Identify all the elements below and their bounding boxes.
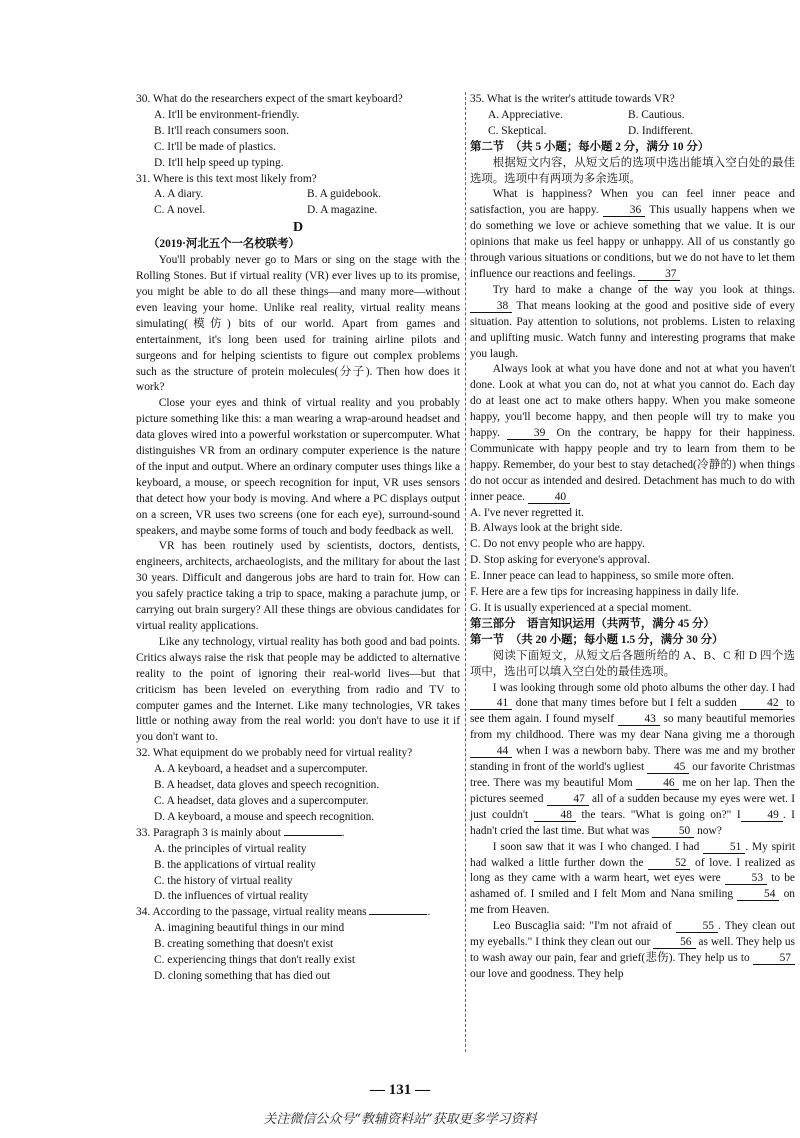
question-stem: 34. According to the passage, virtual reality means . [136,906,431,919]
blank-50: 50 [652,825,694,838]
blank-51: 51 [703,841,745,854]
option: D. It'll help speed up typing. [154,156,284,169]
section2-options [470,506,795,617]
option: A. A keyboard, a headset and a supercomputer. [154,763,368,776]
blank-55: 55 [676,920,718,933]
blank-40: 40 [528,491,570,504]
option: C. A novel. [154,204,206,217]
cloze-paragraph: I was looking through some old photo albums the other day. I had 41 done that many times before but I felt a sudden 42 to see them again. I found myself 43 so many beautiful memories from my childhood. There was my dear Nana giving me a thorough 44 when I was a newborn baby. There was me and my brother standing in front of the world's ugliest 45 our favorite Christmas tree. There was my beautiful Mom 46 me on her lap. Then the pictures seemed 47 all of a sudden because my eyes were wet. I just couldn't 48 the tears. "What is going on?" I 49 . I hadn't cried the last time. But what was 50 now? [470,681,796,837]
question-30 [136,92,460,172]
option: D. A magazine. [307,204,378,217]
option: D. Stop asking for everyone's approval. [470,554,651,567]
section-instructions: 根据短文内容，从短文后的选项中选出能填入空白处的最佳选项。选项中有两项为多余选项。 [470,156,795,185]
right-column [470,92,795,983]
option: D. cloning something that has died out [154,969,331,982]
blank-45: 45 [647,761,689,774]
option: B. Cautious. [628,108,685,121]
option: A. Appreciative. [488,108,563,121]
section-title: 第二节 （共 5 小题；每小题 2 分，满分 10 分） [470,140,710,153]
option: D. Indifferent. [628,124,694,137]
passage-paragraph: Always look at what you have done and not at what you haven't done. Look at what you can do, not at what you cannot do. Each day do at least one act to make others happy. When you make someone happy, you'll become happy, and then people will try to make you happy. 39 On the contrary, be happy for their happiness. Communicate with happy people and try to learn from them to be happy. Remember, do your best to stay detached(冷静的) when things do not occur as intended and desired. Detachment has much to do with inner peace. 40 [470,363,795,503]
blank-56: 56 [653,936,695,949]
blank-53: 53 [725,872,767,885]
blank-36: 36 [603,204,645,217]
passage-paragraph: You'll probably never go to Mars or sing on the stage with the Rolling Stones. But if virtual reality (VR) ever lives up to its promise, you might be able to do all these things—and many more—without even leaving your home. Unlike real reality, virtual reality means simulating(模仿) bits of our world. Apart from games and entertainment, it's long been used for training airline pilots and surgeons and for helping scientists to figure out complex problems such as the structure of protein molecules(分子). Then how does it work? [136,254,460,394]
passage-paragraph: Try hard to make a change of the way you look at things. 38 That means looking at the good and positive side of every situation. Pay attention to solutions, not problems. Listen to relaxing and uplifting music. Watch funny and interesting programs that make you laugh. [470,283,795,360]
blank-46: 46 [636,777,678,790]
question-32 [136,746,460,826]
option: B. A headset, data gloves and speech recognition. [154,779,380,792]
option: D. A keyboard, a mouse and speech recognition. [154,810,375,823]
passage-paragraph: VR has been routinely used by scientists, doctors, dentists, engineers, architects, archaeologists, and the military for about the last 30 years. Difficult and dangerous jobs are hard to train for. How can you safely practice taking a trip to space, making a parachute jump, or carrying out brain surgery? All these things are obvious candidates for virtual reality applications. [136,540,460,632]
option: B. the applications of virtual reality [154,858,316,871]
question-34 [136,905,460,985]
option: B. creating something that doesn't exist [154,938,334,951]
question-31 [136,172,460,220]
option: C. It'll be made of plastics. [154,140,276,153]
footer-note: 关注微信公众号“教辅资料站”获取更多学习资料 [263,1112,537,1127]
option: A. It'll be environment-friendly. [154,108,300,121]
option: B. It'll reach consumers soon. [154,124,289,137]
option: B. Always look at the bright side. [470,522,623,535]
blank-44: 44 [470,745,512,758]
part-title: 第三部分 语言知识运用（共两节，满分 45 分） [470,617,715,630]
blank-37: 37 [638,268,680,281]
blank-38: 38 [470,300,512,313]
blank-41: 41 [470,697,512,710]
option: F. Here are a few tips for increasing happiness in daily life. [470,586,739,599]
option: C. the history of virtual reality [154,874,293,887]
cloze-paragraph: Leo Buscaglia said: "I'm not afraid of 55 . They clean out my eyeballs." I think they clean out our 56 as well. They help us to wash away our pain, fear and grief(悲伤). They help us to 57 our love and goodness. They help [470,920,796,980]
option: A. A diary. [154,188,204,201]
blank-48: 48 [534,809,576,822]
question-stem: 31. Where is this text most likely from? [136,172,317,185]
question-35 [470,92,795,140]
blank-54: 54 [737,888,779,901]
blank-49: 49 [741,809,783,822]
blank-39: 39 [507,427,549,440]
passage-paragraph: Close your eyes and think of virtual reality and you probably picture something like this: a man wearing a wrap-around headset and data gloves wired into a powerful workstation or supercomputer. What distinguishes VR from an ordinary computer experience is the nature of the input and output. Where an ordinary computer uses things like a keyboard, a mouse, or speech recognition for input, VR uses sensors that detect how your body is moving. And where a PC displays output on a screen, VR uses two screens (one for each eye), surround-sound speakers, and maybe some forms of touch and body feedback as well. [136,397,460,537]
option: C. Do not envy people who are happy. [470,538,645,551]
question-stem: 32. What equipment do we probably need for virtual reality? [136,747,413,760]
section-instructions: 阅读下面短文，从短文后各题所给的 A、B、C 和 D 四个选项中，选出可以填入空白处的最佳选项。 [470,649,795,678]
column-divider [465,92,466,1052]
passage-source: （2019·河北五个一名校联考） [148,238,300,251]
option: C. experiencing things that don't really exist [154,954,356,967]
page-number: — 131 — [370,1082,430,1098]
cloze-paragraph: I soon saw that it was I who changed. I had 51 . My spirit had walked a little further down the 52 of love. I realized as long as they came with a warm heart, wet eyes were 53 to be ashamed of. I smiled and I felt Mom and Nana smiling 54 on me from Heaven. [470,840,795,917]
blank-52: 52 [648,857,690,870]
question-33 [136,826,460,906]
blank-42: 42 [740,697,782,710]
option: G. It is usually experienced at a special moment. [470,602,692,614]
blank-43: 43 [618,713,660,726]
option: E. Inner peace can lead to happiness, so smile more often. [470,570,735,583]
question-stem: 30. What do the researchers expect of the smart keyboard? [136,93,403,105]
option: B. A guidebook. [307,188,382,201]
option: A. the principles of virtual reality [154,842,307,855]
question-stem: 35. What is the writer's attitude towards VR? [470,93,675,105]
passage-paragraph: What is happiness? When you can feel inner peace and satisfaction, you are happy. 36 This usually happens when we do something we love or achieve something that we value. It is our opinions that make us feel happy or unhappy. All of us constantly go through various situations or conditions, but we do not have to let them influence our reactions and feelings. 37 [470,188,795,280]
blank-47: 47 [547,793,589,806]
option: C. Skeptical. [488,124,547,137]
option: A. imagining beautiful things in our mind [154,922,345,935]
blank-57: 57 [753,952,795,965]
option: A. I've never regretted it. [470,506,585,519]
section-title: 第一节 （共 20 小题；每小题 1.5 分，满分 30 分） [470,633,724,646]
option: D. the influences of virtual reality [154,890,309,903]
option: C. A headset, data gloves and a supercomputer. [154,794,369,807]
left-column [136,92,460,985]
question-stem: 33. Paragraph 3 is mainly about . [136,826,345,839]
passage-letter: D [292,220,304,236]
passage-paragraph: Like any technology, virtual reality has both good and bad points. Critics always raise the risk that people may be addicted to alternative reality to the point of ignoring their real-world lives—but that criticism has been leveled on everything from radio and TV to computer games and the Internet. Like many technologies, VR takes little or nothing away from the real world: you don't have to use it if you don't want to. [136,635,460,744]
